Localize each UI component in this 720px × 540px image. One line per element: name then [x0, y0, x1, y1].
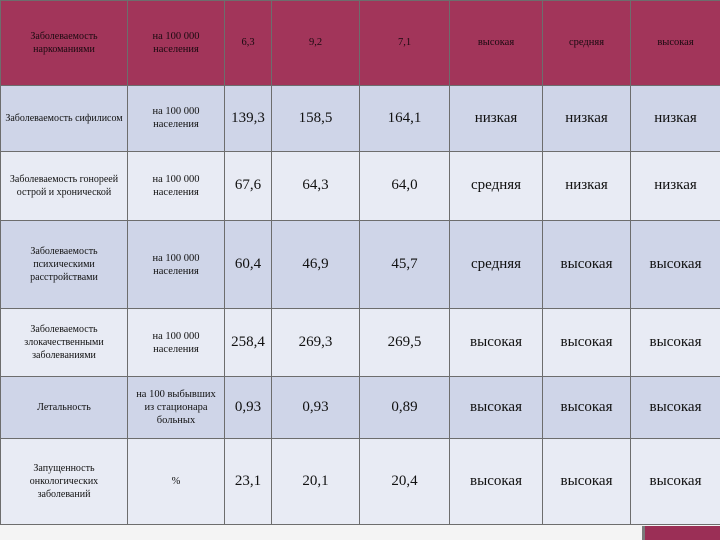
indicator-cell: Заболеваемость гонореей острой и хронической — [1, 151, 128, 220]
unit-cell: на 100 000 населения — [128, 85, 225, 151]
value-cell: 258,4 — [225, 309, 272, 377]
value-cell: 269,5 — [360, 309, 450, 377]
level-cell: высокая — [631, 220, 720, 309]
level-cell: высокая — [543, 377, 631, 439]
unit-cell: % — [128, 439, 225, 525]
table-row — [1, 151, 720, 220]
value-cell: 20,4 — [360, 439, 450, 525]
value-cell: 6,3 — [225, 1, 272, 86]
table-row — [1, 220, 720, 309]
level-cell: средняя — [543, 1, 631, 86]
value-cell: 20,1 — [272, 439, 360, 525]
level-cell: высокая — [631, 439, 720, 525]
level-cell: высокая — [631, 309, 720, 377]
level-cell: средняя — [450, 220, 543, 309]
unit-cell: на 100 000 населения — [128, 1, 225, 86]
level-cell: высокая — [450, 309, 543, 377]
value-cell: 67,6 — [225, 151, 272, 220]
level-cell: высокая — [450, 1, 543, 86]
value-cell: 0,93 — [225, 377, 272, 439]
unit-cell: на 100 000 населения — [128, 220, 225, 309]
table-row — [1, 439, 720, 525]
level-cell: высокая — [543, 439, 631, 525]
value-cell: 0,89 — [360, 377, 450, 439]
value-cell: 0,93 — [272, 377, 360, 439]
corner-accent — [645, 526, 720, 540]
value-cell: 164,1 — [360, 85, 450, 151]
level-cell: высокая — [543, 309, 631, 377]
indicator-cell: Летальность — [1, 377, 128, 439]
value-cell: 64,3 — [272, 151, 360, 220]
level-cell: высокая — [631, 1, 720, 86]
table-row — [1, 85, 720, 151]
value-cell: 46,9 — [272, 220, 360, 309]
indicator-cell: Заболеваемость психическими расстройствами — [1, 220, 128, 309]
level-cell: средняя — [450, 151, 543, 220]
indicator-cell: Заболеваемость наркоманиями — [1, 1, 128, 86]
level-cell: низкая — [543, 151, 631, 220]
value-cell: 269,3 — [272, 309, 360, 377]
level-cell: низкая — [450, 85, 543, 151]
indicator-cell: Заболеваемость сифилисом — [1, 85, 128, 151]
indicator-cell: Запущенность онкологических заболеваний — [1, 439, 128, 525]
level-cell: высокая — [543, 220, 631, 309]
level-cell: низкая — [631, 85, 720, 151]
level-cell: низкая — [631, 151, 720, 220]
value-cell: 64,0 — [360, 151, 450, 220]
value-cell: 139,3 — [225, 85, 272, 151]
level-cell: высокая — [450, 377, 543, 439]
unit-cell: на 100 000 населения — [128, 151, 225, 220]
indicator-cell: Заболеваемость злокачественными заболеваниями — [1, 309, 128, 377]
unit-cell: на 100 выбывших из стационара больных — [128, 377, 225, 439]
level-cell: низкая — [543, 85, 631, 151]
value-cell: 158,5 — [272, 85, 360, 151]
value-cell: 23,1 — [225, 439, 272, 525]
unit-cell: на 100 000 населения — [128, 309, 225, 377]
level-cell: высокая — [631, 377, 720, 439]
table-row — [1, 309, 720, 377]
value-cell: 45,7 — [360, 220, 450, 309]
value-cell: 9,2 — [272, 1, 360, 86]
value-cell: 7,1 — [360, 1, 450, 86]
level-cell: высокая — [450, 439, 543, 525]
table-row — [1, 1, 720, 86]
table-row — [1, 377, 720, 439]
value-cell: 60,4 — [225, 220, 272, 309]
